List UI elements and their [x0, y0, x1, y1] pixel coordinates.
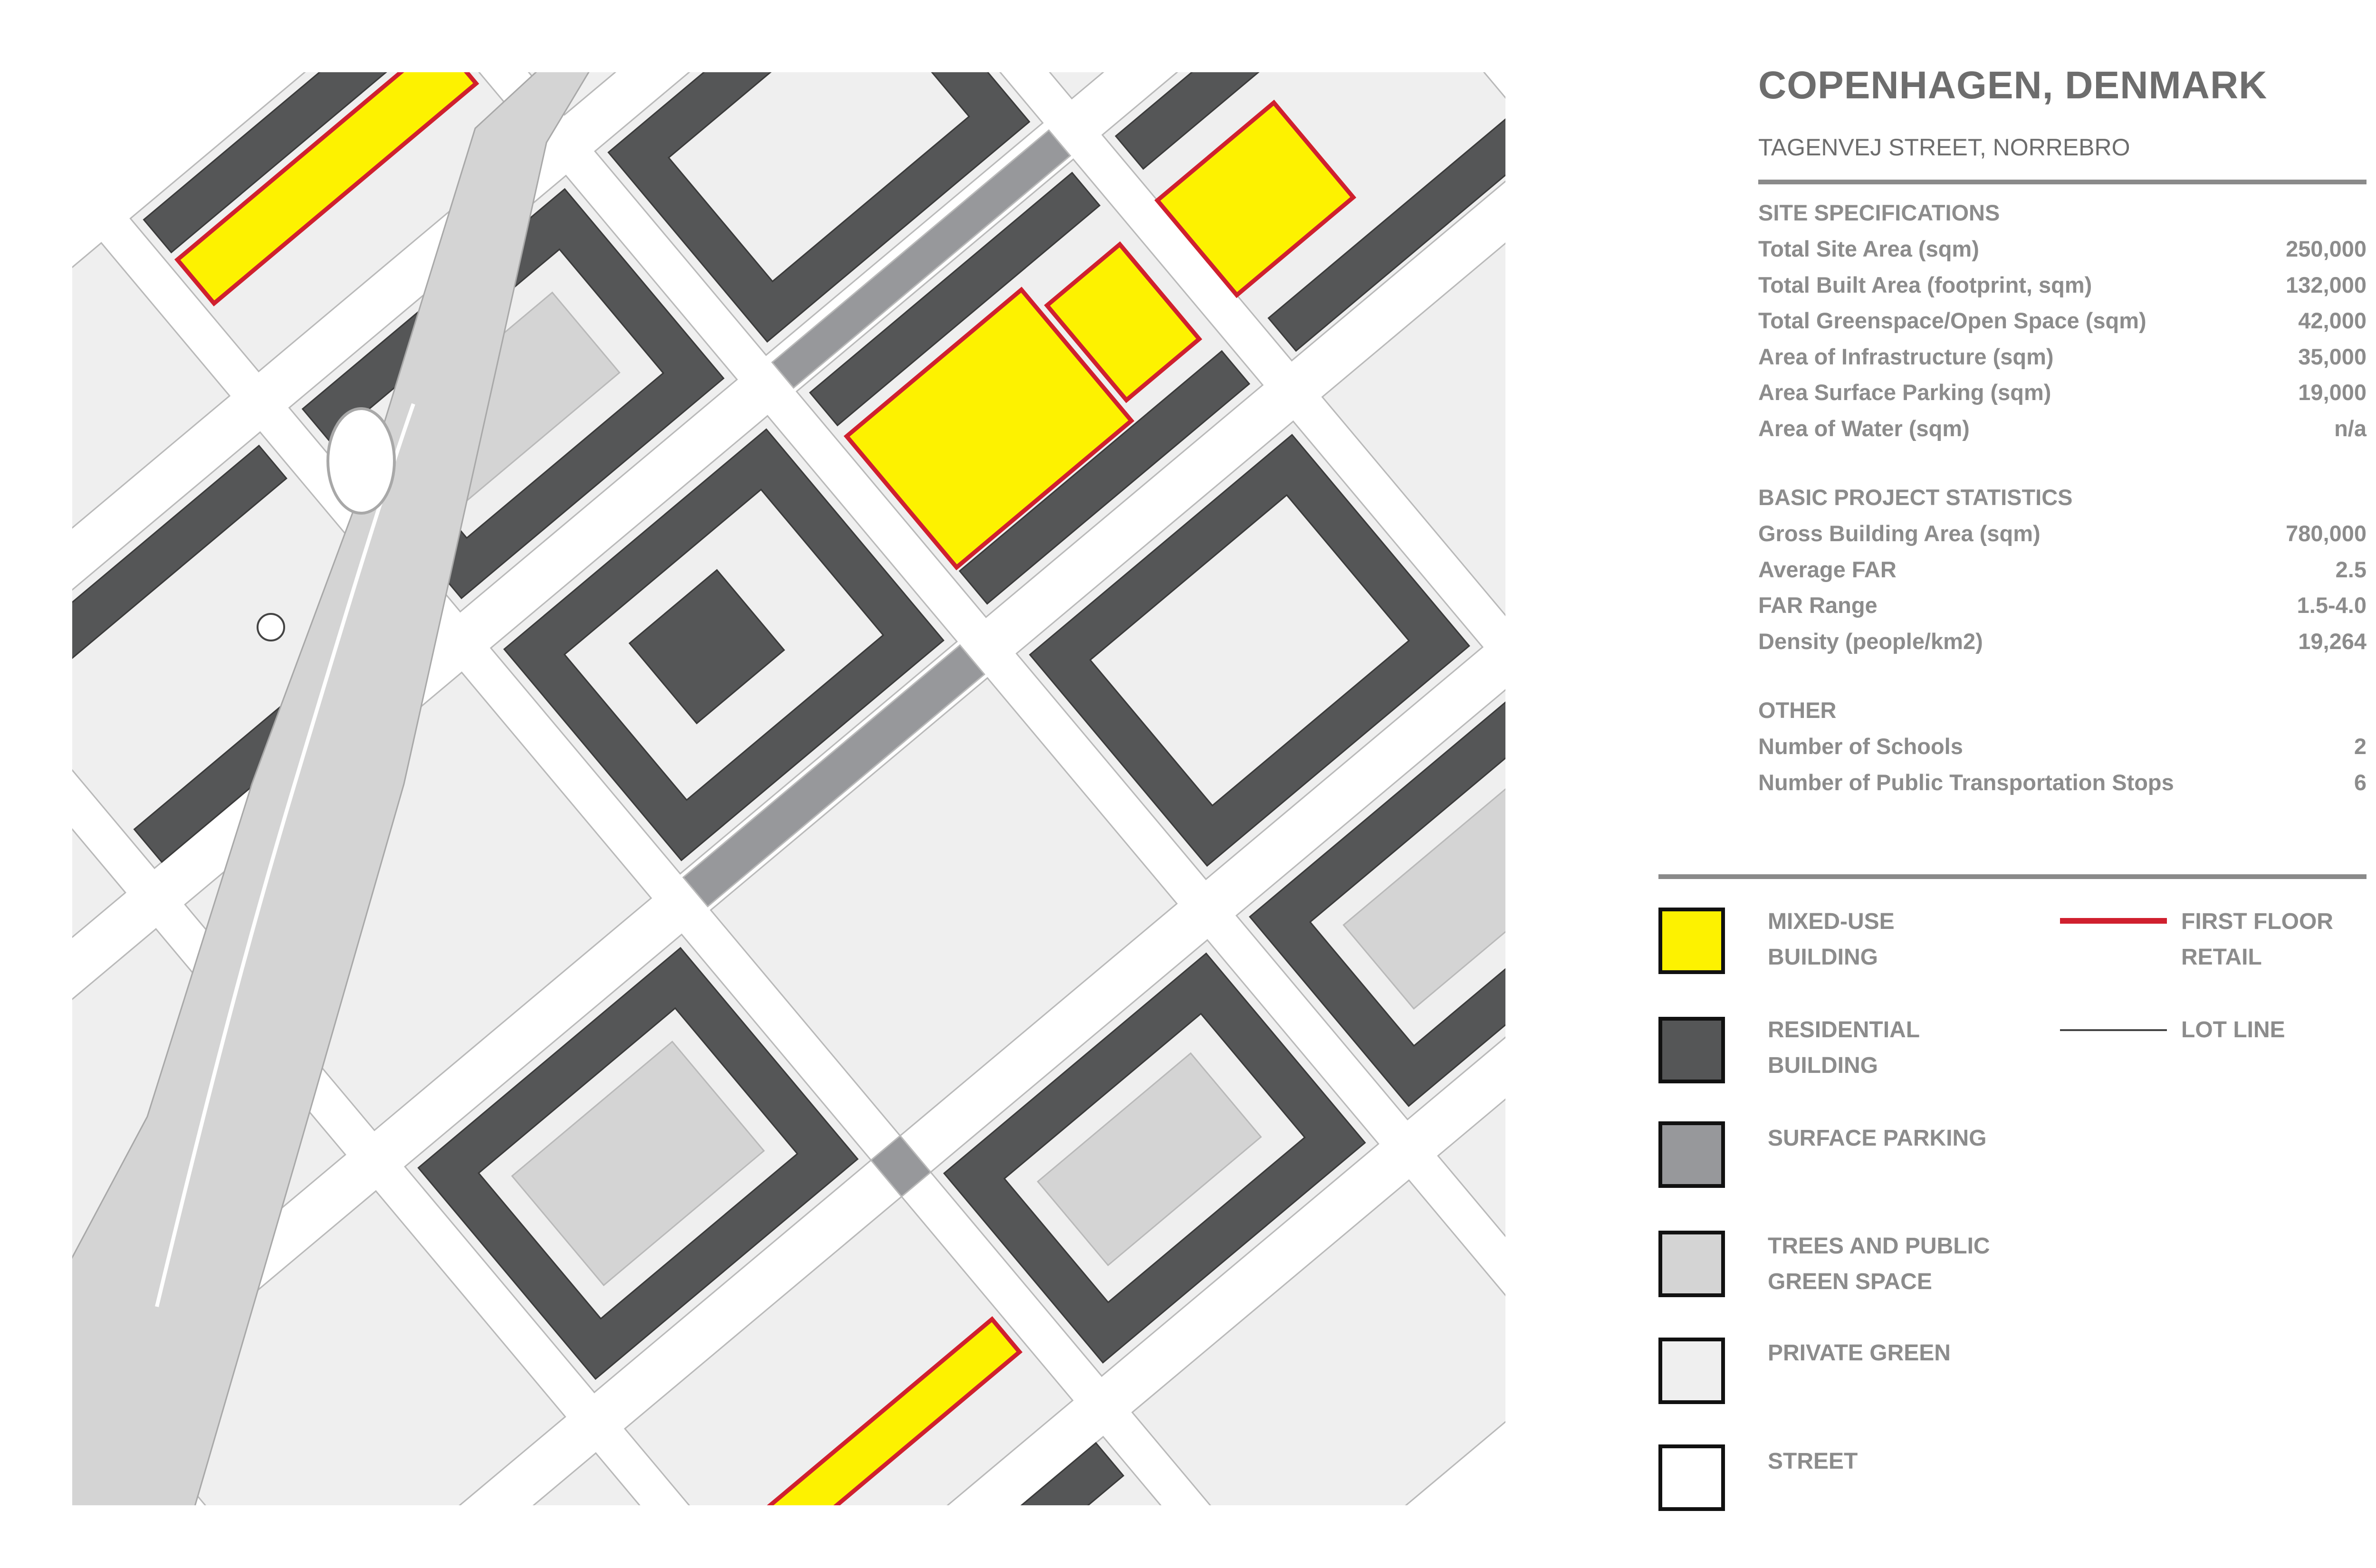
stat-value: 42,000 — [2298, 308, 2366, 333]
stat-value: n/a — [2334, 415, 2366, 441]
stat-row — [1758, 303, 2366, 339]
stat-row — [1758, 339, 2366, 375]
stat-value: 6 — [2354, 769, 2366, 795]
stat-label: Density (people/km2) — [1758, 628, 1983, 654]
legend-label-retail — [2181, 904, 2366, 975]
legend-label-surface-parking — [1768, 1120, 2034, 1156]
stat-value: 19,000 — [2298, 380, 2366, 405]
stat-value: 1.5-4.0 — [2297, 593, 2366, 618]
legend-divider — [1658, 874, 2366, 879]
legend-label-residential — [1768, 1012, 2034, 1083]
stat-value: 780,000 — [2286, 521, 2366, 546]
site-specifications-section — [1758, 195, 2366, 446]
lot-line-sample — [2060, 1029, 2167, 1031]
stat-row — [1758, 587, 2366, 623]
section-title: SITE SPECIFICATIONS — [1758, 200, 2000, 225]
stat-label: Number of Public Transportation Stops — [1758, 769, 2174, 795]
legend-text: RETAIL — [2181, 945, 2262, 970]
stat-label: FAR Range — [1758, 593, 1878, 618]
title-divider — [1758, 180, 2366, 184]
page-title: COPENHAGEN, DENMARK — [1758, 64, 2268, 107]
stat-row — [1758, 231, 2366, 267]
mixed-use-swatch — [1658, 908, 1725, 974]
stat-row — [1758, 552, 2366, 588]
stat-row — [1758, 267, 2366, 303]
stat-row — [1758, 516, 2366, 552]
section-title: OTHER — [1758, 698, 1837, 723]
legend-label-private-green — [1768, 1335, 2034, 1371]
public-green-swatch — [1658, 1231, 1725, 1297]
basic-project-statistics-section — [1758, 479, 2366, 659]
stat-label: Gross Building Area (sqm) — [1758, 521, 2041, 546]
stat-value: 35,000 — [2298, 344, 2366, 369]
stat-label: Number of Schools — [1758, 734, 1963, 759]
legend-text: STREET — [1768, 1449, 1858, 1474]
legend-text: SURFACE PARKING — [1768, 1126, 1987, 1151]
legend-text: BUILDING — [1768, 1053, 1878, 1078]
stat-label: Total Greenspace/Open Space (sqm) — [1758, 308, 2146, 333]
legend-label-mixed-use — [1768, 904, 2034, 975]
legend-label-lot-line — [2181, 1012, 2366, 1048]
stat-value: 2.5 — [2335, 556, 2366, 582]
legend-text: BUILDING — [1768, 945, 1878, 970]
stat-label: Total Built Area (footprint, sqm) — [1758, 272, 2092, 297]
street-swatch — [1658, 1444, 1725, 1511]
page-subtitle: TAGENVEJ STREET, NORREBRO — [1758, 134, 2130, 161]
stat-row — [1758, 411, 2366, 447]
private-green-swatch — [1658, 1338, 1725, 1404]
stat-label: Area of Infrastructure (sqm) — [1758, 344, 2054, 369]
stat-label: Total Site Area (sqm) — [1758, 236, 1979, 261]
legend-text: FIRST FLOOR — [2181, 909, 2333, 934]
stat-label: Area of Water (sqm) — [1758, 415, 1970, 441]
stat-value: 250,000 — [2286, 236, 2366, 261]
legend-label-public-green — [1768, 1228, 2034, 1300]
legend-text: GREEN SPACE — [1768, 1269, 1932, 1294]
map-legend — [1658, 874, 2366, 1474]
stat-label: Average FAR — [1758, 556, 1897, 582]
legend-label-street — [1768, 1444, 2034, 1479]
stat-row — [1758, 765, 2366, 801]
legend-text: PRIVATE GREEN — [1768, 1340, 1951, 1366]
residential-swatch — [1658, 1017, 1725, 1083]
stat-value: 19,264 — [2298, 628, 2366, 654]
legend-text: LOT LINE — [2181, 1017, 2285, 1042]
legend-text: TREES AND PUBLIC — [1768, 1233, 1990, 1259]
stat-row — [1758, 623, 2366, 660]
section-title: BASIC PROJECT STATISTICS — [1758, 485, 2073, 510]
stat-row — [1758, 374, 2366, 411]
surface-parking-swatch — [1658, 1121, 1725, 1188]
retail-line-sample — [2060, 918, 2167, 924]
legend-text: MIXED-USE — [1768, 909, 1895, 934]
stat-row — [1758, 728, 2366, 765]
site-map — [71, 71, 1506, 1506]
info-panel — [1758, 57, 2366, 833]
other-section — [1758, 692, 2366, 800]
stat-value: 132,000 — [2286, 272, 2366, 297]
stat-value: 2 — [2354, 734, 2366, 759]
legend-text: RESIDENTIAL — [1768, 1017, 1920, 1042]
stat-label: Area Surface Parking (sqm) — [1758, 380, 2051, 405]
